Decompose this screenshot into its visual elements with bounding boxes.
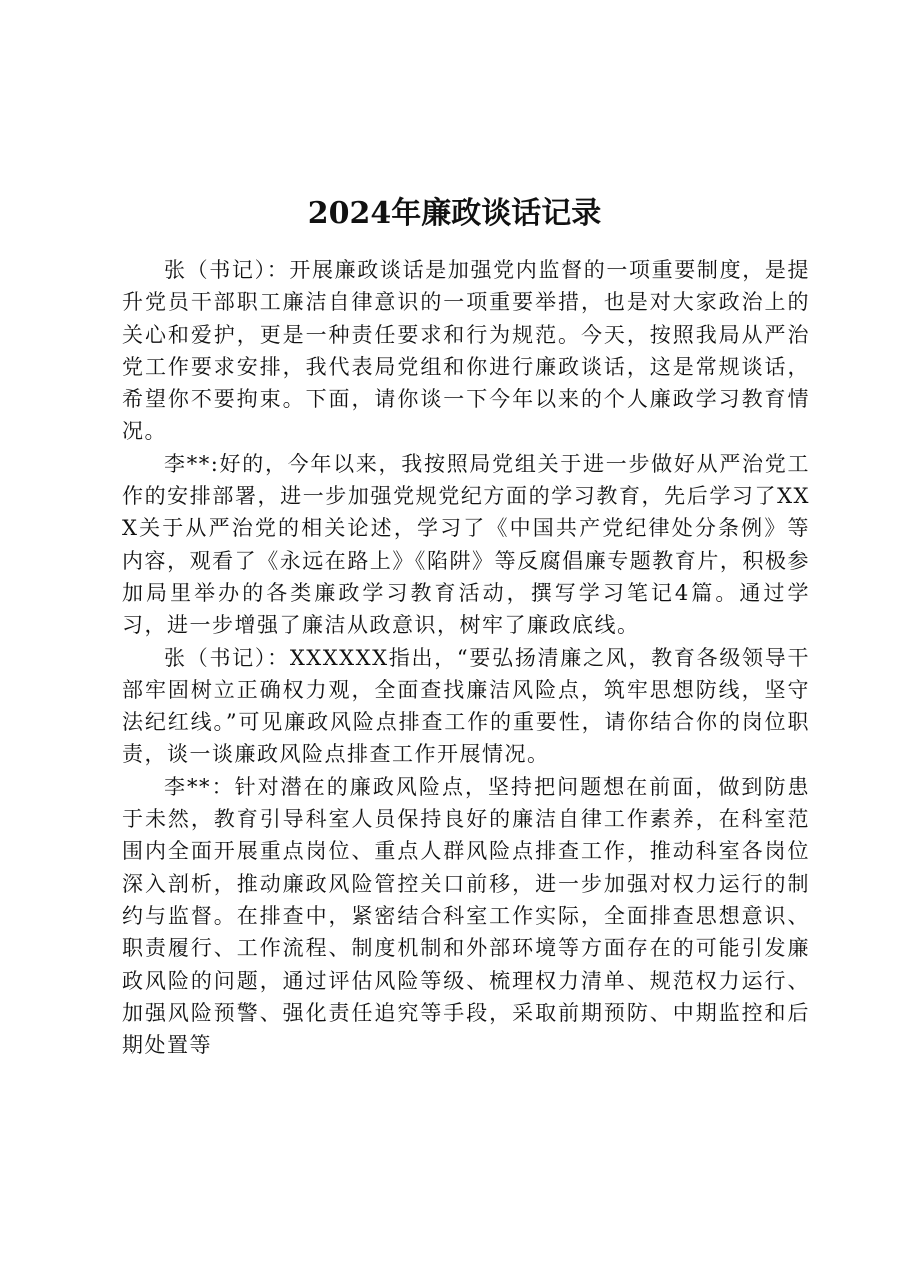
paragraph-zhang-opening: 张（书记）：开展廉政谈话是加强党内监督的一项重要制度，是提升党员干部职工廉洁自律意识的一项重要举措，也是对大家政治上的关心和爱护，更是一种责任要求和行为规范。今天，按照我局从严治党工作要求安排，我代表局党组和你进行廉政谈话，这是常规谈话，希望你不要拘束。下面，请你谈一下今年以来的个人廉政学习教育情况。 <box>122 258 810 444</box>
paragraph-li-study: 李**:好的，今年以来，我按照局党组关于进一步做好从严治党工作的安排部署，进一步加强党规党纪方面的学习教育，先后学习了XXX关于从严治党的相关论述，学习了《中国共产党纪律处分条例》等内容，观看了《永远在路上》《陷阱》等反腐倡廉专题教育片，积极参加局里举办的各类廉政学习教育活动，撰写学习笔记4篇。通过学习，进一步增强了廉洁从政意识，树牢了廉政底线。 <box>122 451 810 638</box>
document-title: 2024年廉政谈话记录 <box>307 196 602 231</box>
paragraph-li-risk: 李**：针对潜在的廉政风险点，坚持把问题想在前面，做到防患于未然，教育引导科室人员保持良好的廉洁自律工作素养，在科室范围内全面开展重点岗位、重点人群风险点排查工作，推动科室各岗位深入剖析，推动廉政风险管控关口前移，进一步加强对权力运行的制约与监督。在排查中，紧密结合科室工作实际，全面排查思想意识、职责履行、工作流程、制度机制和外部环境等方面存在的可能引发廉政风险的问题，通过评估风险等级、梳理权力清单、规范权力运行、加强风险预警、强化责任追究等手段，采取前期预防、中期监控和后期处置等 <box>122 774 810 1058</box>
document-body <box>122 254 810 1061</box>
paragraph-zhang-risk: 张（书记）：XXXXXX指出，“要弘扬清廉之风，教育各级领导干部牢固树立正确权力观，全面查找廉洁风险点，筑牢思想防线，坚守法纪红线。”可见廉政风险点排查工作的重要性，请你结合你的岗位职责，谈一谈廉政风险点排查工作开展情况。 <box>122 645 810 767</box>
